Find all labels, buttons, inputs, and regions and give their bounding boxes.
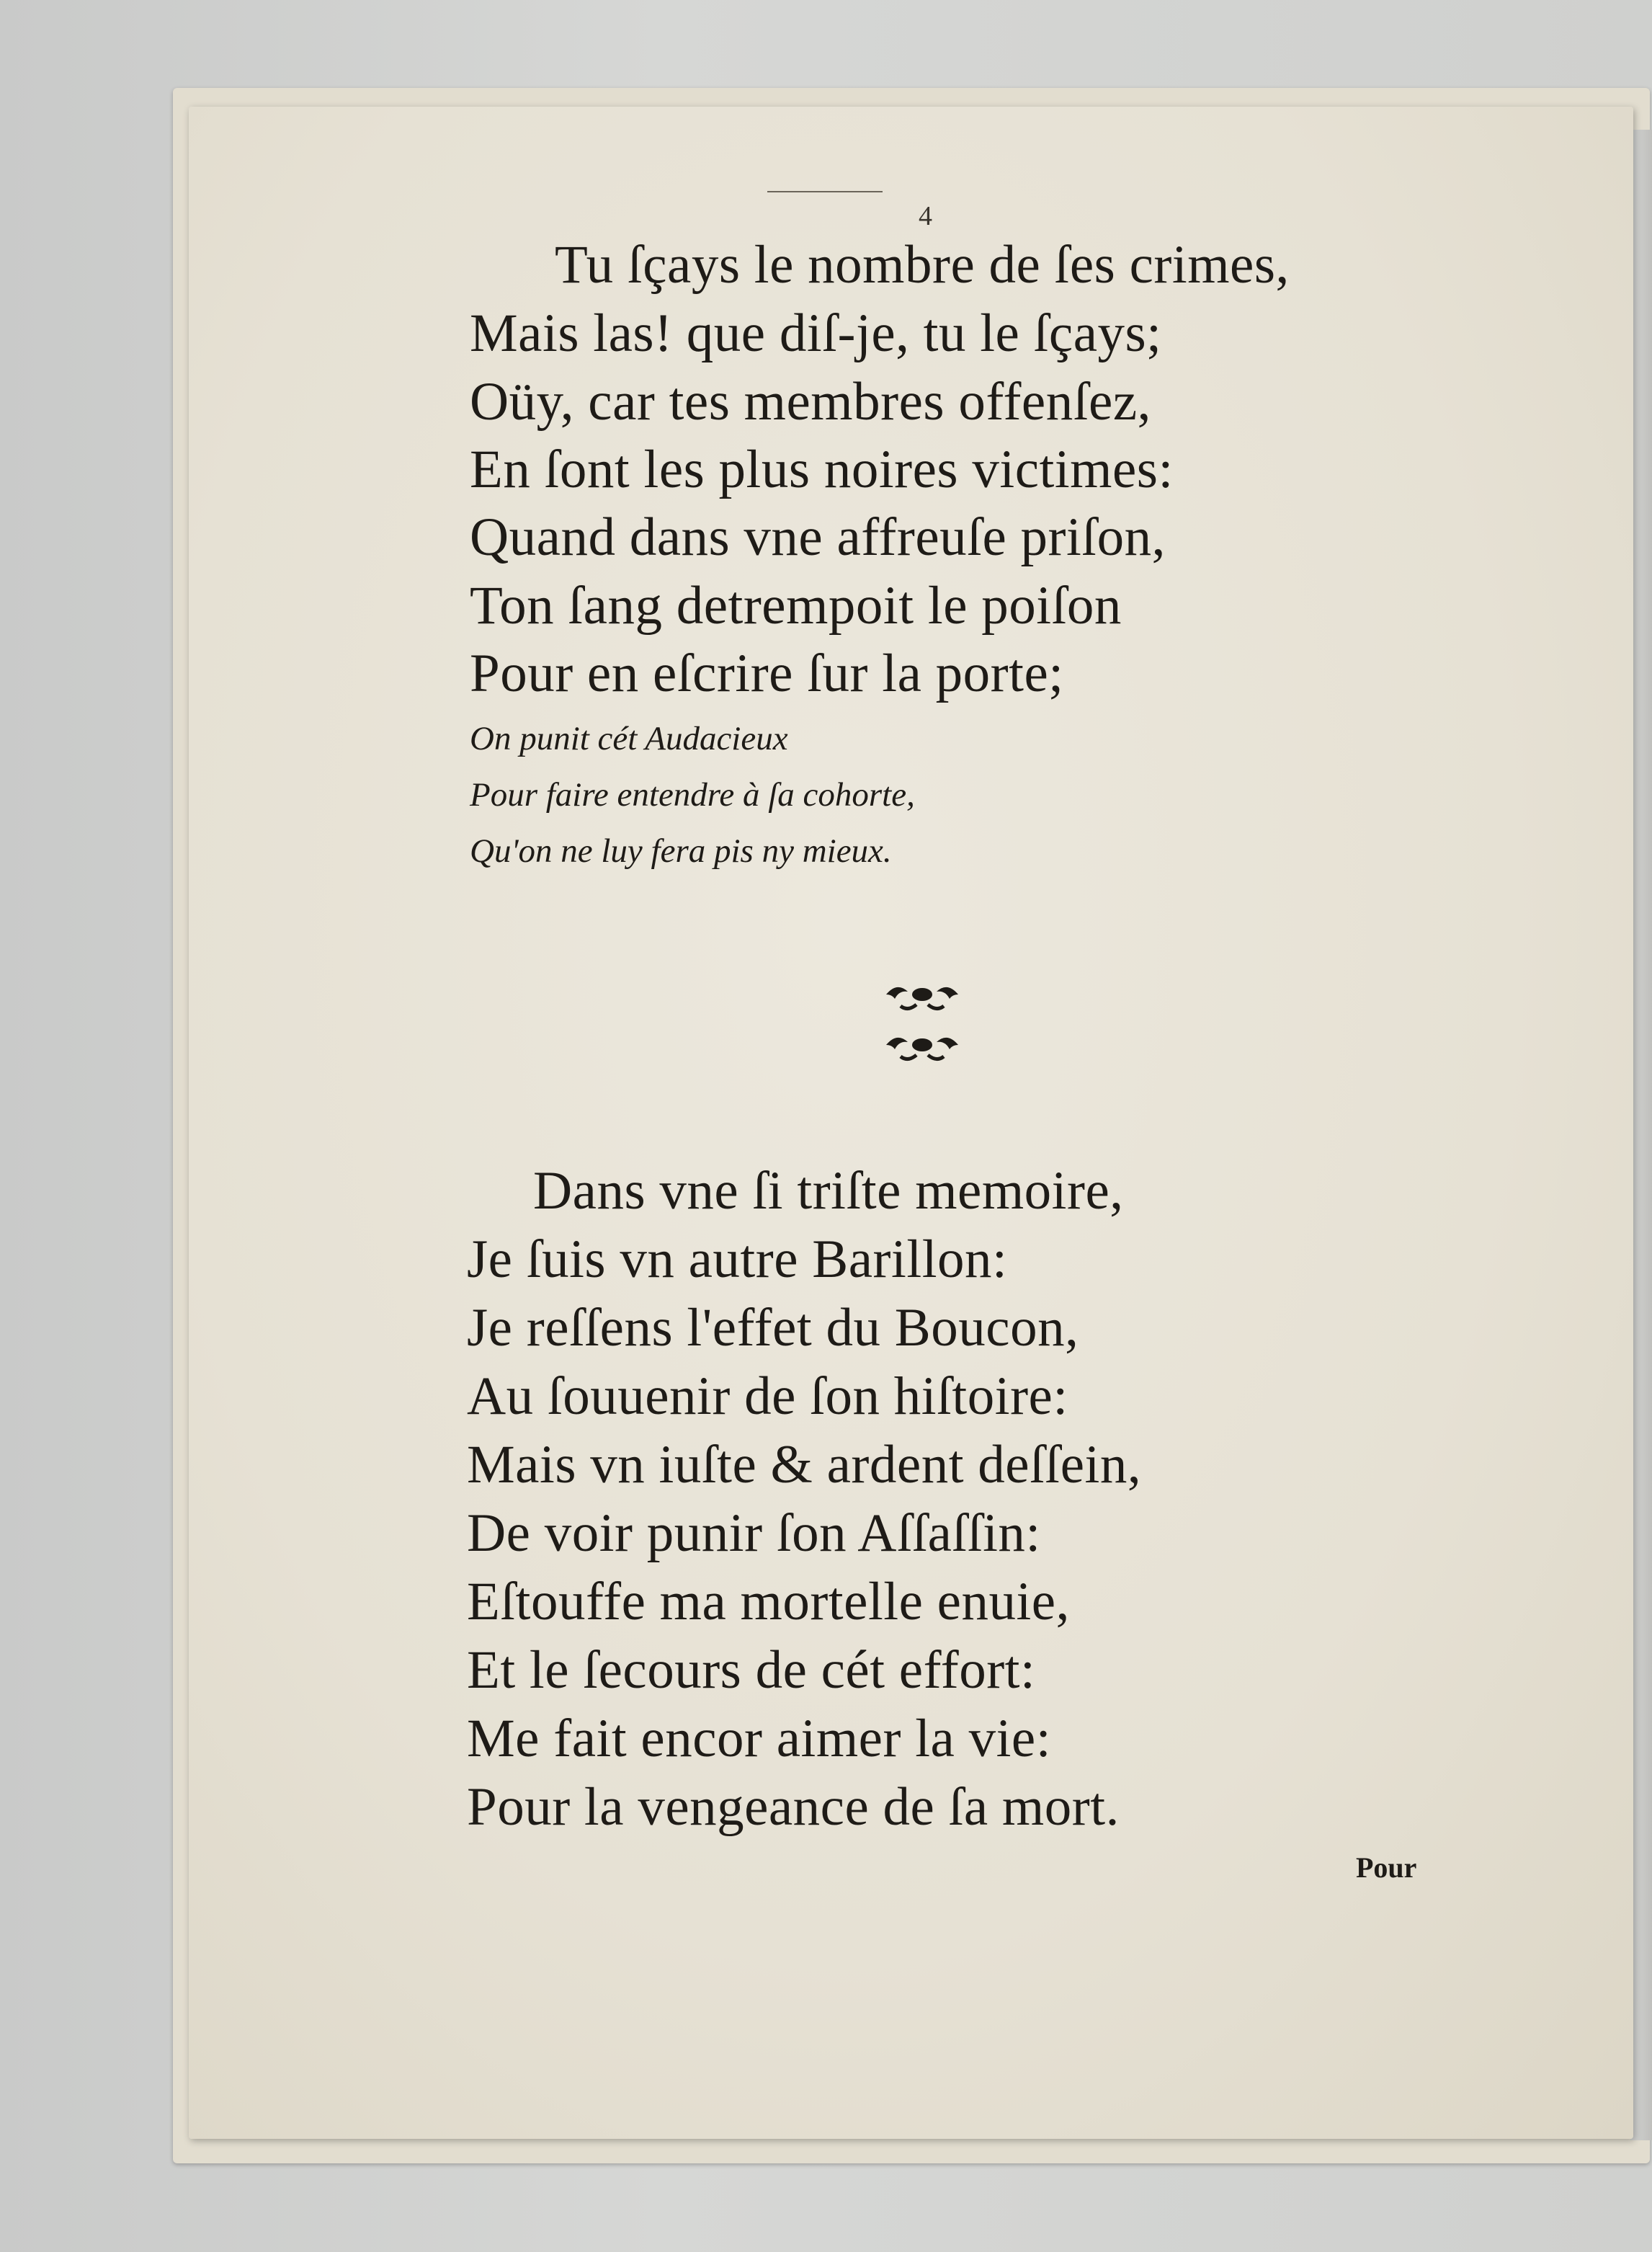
- verse-line: Et le ſecours de cét effort:: [467, 1640, 1036, 1700]
- catchword: Pour: [1356, 1851, 1417, 1884]
- verse-line: Mais las! que diſ-je, tu le ſçays;: [470, 303, 1162, 363]
- verse-line: Je reſſens l'effet du Boucon,: [467, 1298, 1079, 1358]
- verse-line: Oüy, car tes membres offenſez,: [470, 372, 1151, 432]
- verse-line: Je ſuis vn autre Barillon:: [467, 1229, 1008, 1289]
- verse-line: Pour la vengeance de ſa mort.: [467, 1777, 1120, 1837]
- verse-line: En ſont les plus noires victimes:: [470, 440, 1174, 499]
- verse-line: Au ſouuenir de ſon hiſtoire:: [467, 1366, 1068, 1426]
- page-number: 4: [919, 201, 932, 231]
- verse-line: Tu ſçays le nombre de ſes crimes,: [555, 235, 1290, 295]
- verse-line: De voir punir ſon Aſſaſſin:: [467, 1503, 1041, 1563]
- verse-line: Me fait encor aimer la vie:: [467, 1709, 1052, 1768]
- header-rule: [767, 191, 883, 192]
- italic-verse-line: Qu'on ne luy fera pis ny mieux.: [470, 832, 892, 870]
- verse-line: Dans vne ſi triſte memoire,: [533, 1161, 1124, 1221]
- verse-line: Ton ſang detrempoit le poiſon: [470, 576, 1122, 636]
- verse-line: Quand dans vne affreuſe priſon,: [470, 507, 1166, 567]
- verse-line: Pour en eſcrire ſur la porte;: [470, 644, 1064, 703]
- adjacent-page-edge: [1630, 130, 1652, 2140]
- italic-verse-line: Pour faire entendre à ſa cohorte,: [470, 776, 915, 814]
- verse-line: Mais vn iuſte & ardent deſſein,: [467, 1435, 1142, 1495]
- italic-verse-line: On punit cét Audacieux: [470, 720, 788, 757]
- verse-line: Eſtouffe ma mortelle enuie,: [467, 1572, 1070, 1632]
- fleuron-ornament-icon: [872, 973, 973, 1074]
